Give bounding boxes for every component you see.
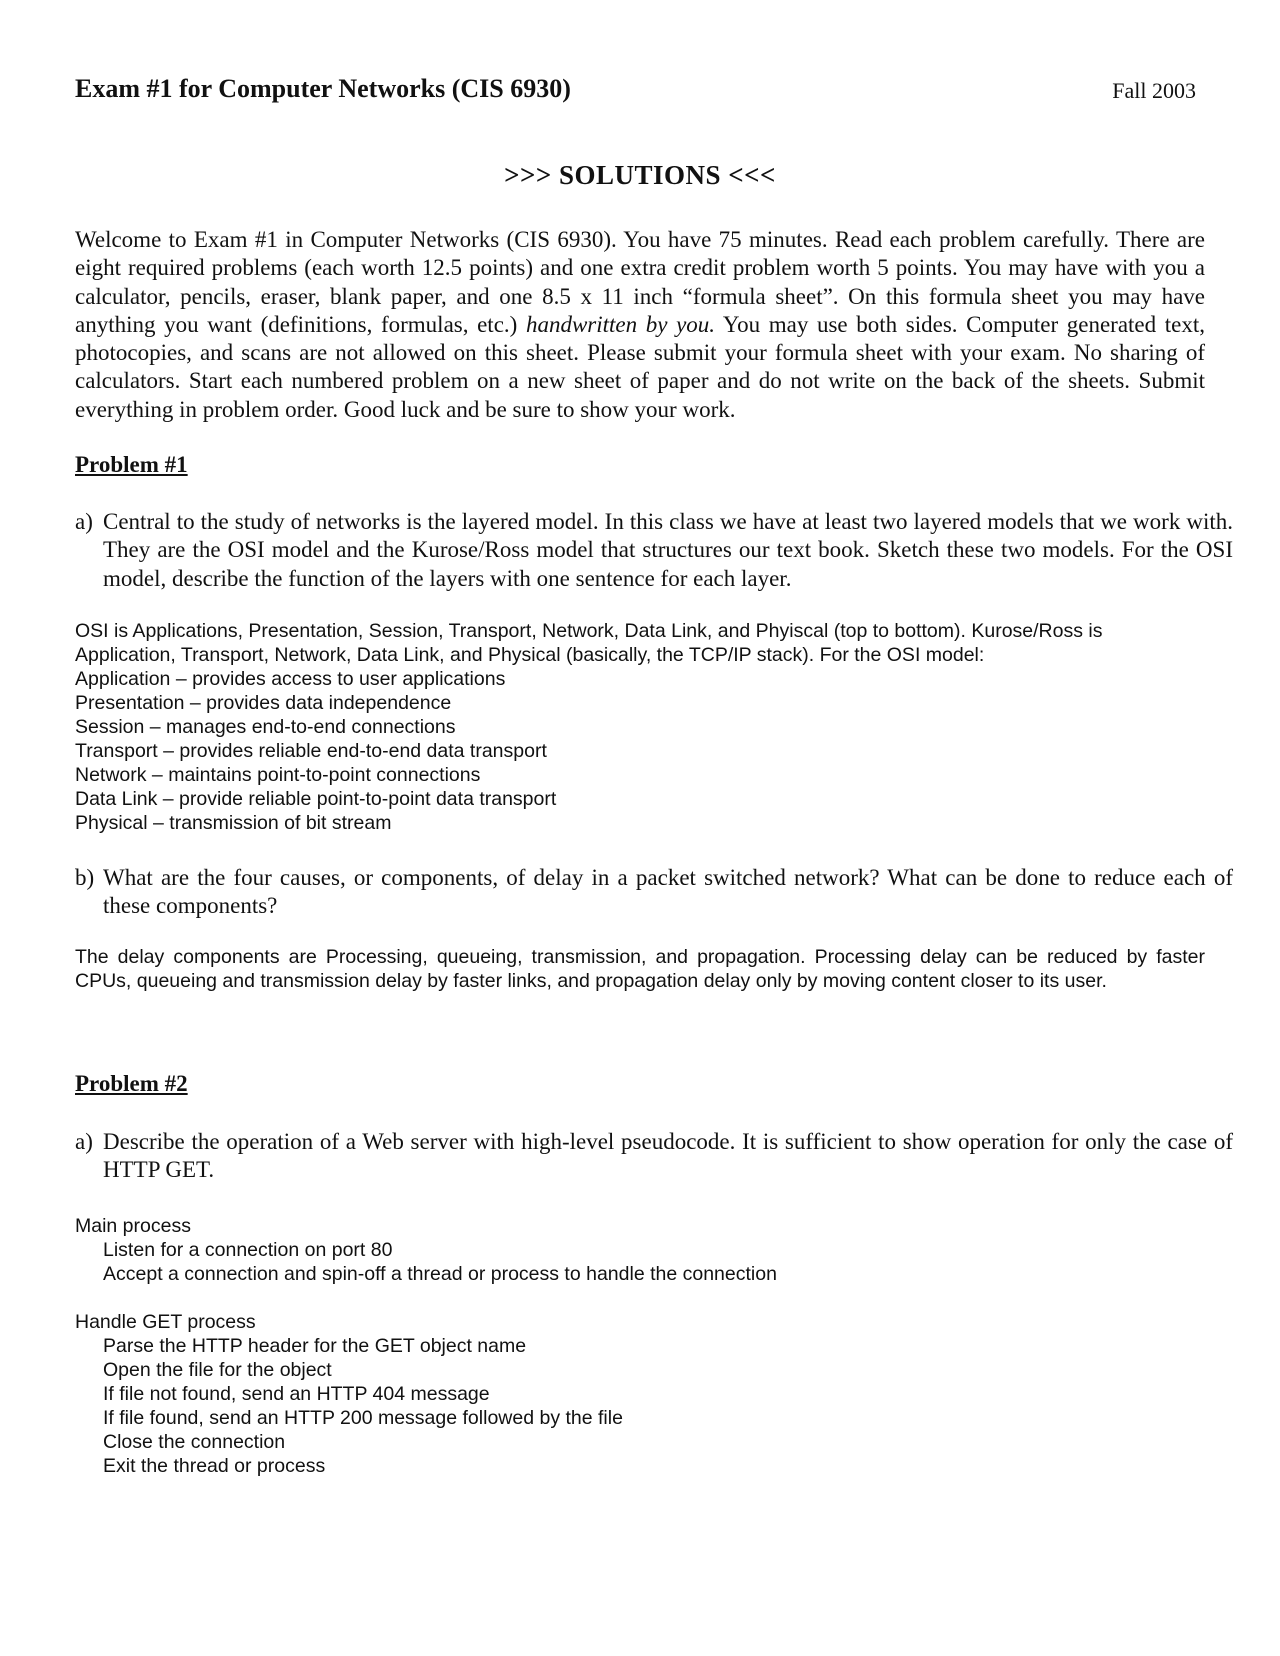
osi-layer-session: Session – manages end-to-end connections <box>75 716 456 738</box>
get-process-step: Open the file for the object <box>103 1359 332 1381</box>
problem2a-question-text: Describe the operation of a Web server with high-level pseudocode. It is sufficient to show operation for only the case of HTTP GET. <box>103 1129 1233 1183</box>
get-process-step: If file found, send an HTTP 200 message followed by the file <box>103 1407 623 1429</box>
problem1a-answer <box>75 619 1205 835</box>
osi-layer-transport: Transport – provides reliable end-to-end data transport <box>75 740 547 762</box>
osi-layer-presentation: Presentation – provides data independence <box>75 692 452 714</box>
osi-layer-physical: Physical – transmission of bit stream <box>75 812 392 834</box>
problem1a-question-text: Central to the study of networks is the layered model. In this class we have at least two layered models that we work with. They are the OSI model and the Kurose/Ross model that structures our text book. Sketch these two models. For the OSI model, describe the function of the layers with one sentence for each layer. <box>103 509 1233 591</box>
osi-layer-application: Application – provides access to user applications <box>75 668 506 690</box>
problem1b-marker: b) <box>75 865 95 890</box>
solutions-banner: >>> SOLUTIONS <<< <box>504 160 776 190</box>
intro-text-part1: Welcome to Exam #1 in Computer Networks (CIS 6930). You have 75 minutes. Read each problem carefully. There are eight required problems (each worth 12.5 points) and one extra credit problem worth 5 points. You may have with you a calculator, pencils, eraser, blank paper, and one 8.5 x 11 inch “formula sheet”. On this formula sheet you may have anything you want (definitions, formulas, etc.) <box>75 227 1205 337</box>
get-process-step: Parse the HTTP header for the GET object name <box>103 1335 527 1357</box>
main-process-pseudocode <box>75 1214 1205 1286</box>
main-process-step: Accept a connection and spin-off a thread or process to handle the connection <box>103 1263 777 1285</box>
problem2-heading: Problem #2 <box>75 1071 188 1096</box>
answer-intro-line2: Application, Transport, Network, Data Link, and Physical (basically, the TCP/IP stack). For the OSI model: <box>75 644 985 666</box>
problem2a-marker: a) <box>75 1129 93 1154</box>
get-process-step: Close the connection <box>103 1431 286 1453</box>
problem1b-question <box>75 864 1233 921</box>
get-process-title: Handle GET process <box>75 1311 256 1333</box>
get-process-step: If file not found, send an HTTP 404 message <box>103 1383 490 1405</box>
intro-paragraph <box>75 226 1205 424</box>
osi-layer-network: Network – maintains point-to-point connections <box>75 764 481 786</box>
problem2a-question <box>75 1128 1233 1185</box>
get-process-step: Exit the thread or process <box>103 1455 326 1477</box>
get-process-pseudocode <box>75 1310 1205 1478</box>
problem1b-answer: The delay components are Processing, queueing, transmission, and propagation. Processing delay can be reduced by faster CPUs, queueing and transmission delay by faster links, and propagation delay only by moving content closer to its user. <box>75 946 1205 992</box>
exam-title: Exam #1 for Computer Networks (CIS 6930) <box>75 74 571 103</box>
problem1-heading: Problem #1 <box>75 452 188 477</box>
problem1a-question <box>75 508 1233 593</box>
answer-intro-line1: OSI is Applications, Presentation, Session, Transport, Network, Data Link, and Phyiscal (top to bottom). Kurose/Ross is <box>75 620 1103 642</box>
intro-text-part2: You may use both sides. Computer generated text, photocopies, and scans are not allowed on this sheet. Please submit your formula sheet with your exam. No sharing of calculators. Start each numbered problem on a new sheet of paper and do not write on the back of the sheets. Submit everything in problem order. Good luck and be sure to show your work. <box>75 311 1205 422</box>
main-process-title: Main process <box>75 1215 191 1237</box>
intro-emphasis: handwritten by you. <box>525 311 716 337</box>
exam-term: Fall 2003 <box>1112 78 1196 103</box>
problem1b-question-text: What are the four causes, or components, of delay in a packet switched network? What can be done to reduce each of these components? <box>103 865 1233 919</box>
problem1a-marker: a) <box>75 509 93 534</box>
main-process-step: Listen for a connection on port 80 <box>103 1239 393 1261</box>
osi-layer-data-link: Data Link – provide reliable point-to-point data transport <box>75 788 557 810</box>
